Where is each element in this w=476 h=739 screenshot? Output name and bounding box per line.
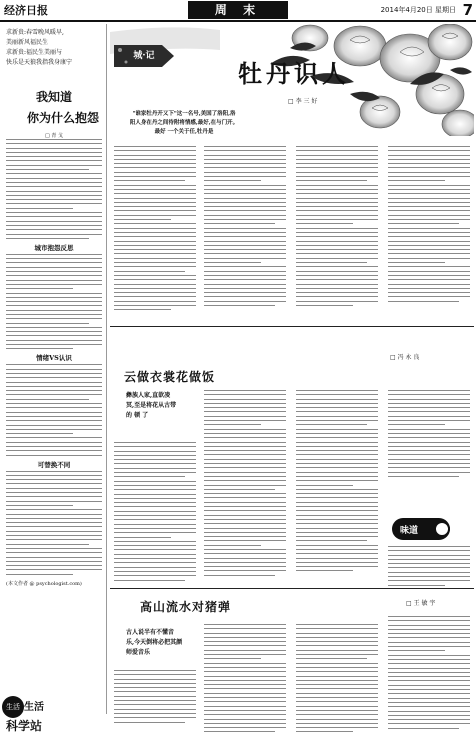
section-title: 周 末 (188, 1, 288, 19)
body-column (388, 390, 470, 480)
body-text (2, 471, 106, 575)
body-column (204, 624, 286, 736)
heading-line-2: 你为什么抱怨 (26, 111, 99, 125)
subtitle-line: 乐,今天倒将必把其颜 (126, 639, 183, 646)
logo-line-1: 生活 (24, 702, 44, 713)
logo-dot-icon (434, 521, 450, 537)
body-column (388, 546, 470, 589)
body-text (204, 146, 286, 306)
body-column (296, 624, 378, 736)
subtitle-line: 彝族人家,直欲凌 (126, 392, 171, 399)
date-text: 2014年4月20日 (380, 6, 433, 14)
section-divider (110, 588, 474, 589)
masthead (0, 0, 476, 22)
body-text (388, 390, 470, 477)
article-author: □ 李 三 好 (288, 98, 318, 105)
article-author: □ 王 敏 宇 (406, 600, 436, 607)
science-station-logo (2, 696, 68, 736)
subheading: 城市抱怨反思 (34, 243, 74, 252)
body-text (296, 624, 378, 732)
quote-line: 最好 一个关于任,牡丹是 (154, 129, 214, 135)
body-text (114, 442, 196, 581)
slogan-line: 快乐是天狼我指我身康宁 (6, 59, 73, 66)
newspaper-logo: 经济日报 (4, 4, 48, 17)
body-text (2, 254, 106, 350)
body-column (114, 670, 196, 726)
author-note: (本文作者 @ psychologist.com) (6, 581, 82, 588)
body-text (204, 390, 286, 576)
article-author: □ 冯 永 良 (390, 354, 420, 361)
article-title: 云做衣裳花做饭 (124, 370, 216, 384)
weekday-text: 星期日 (435, 6, 456, 14)
body-column (204, 390, 286, 579)
section-label-text: 城·记 (133, 51, 155, 61)
section-divider (110, 326, 474, 327)
body-text (114, 146, 196, 310)
subheading: 情绪VS认识 (36, 354, 72, 363)
pull-quote (124, 110, 244, 137)
body-column (114, 146, 196, 314)
page-number: 7 (462, 1, 473, 19)
subtitle-line: 冥,至是将花从古带 (126, 402, 177, 409)
body-text (296, 390, 378, 571)
quote-line: 阳人身在丹之间待附将情感,最好,在与门开。 (129, 120, 239, 126)
logo-text: 味道 (400, 526, 419, 536)
column-heading (2, 88, 106, 126)
subtitle-line: 师爱音乐 (126, 649, 151, 656)
body-text (114, 670, 196, 723)
body-column (204, 146, 286, 309)
article-title: 牡丹识人 (238, 59, 350, 88)
issue-date (381, 5, 456, 15)
body-column (296, 390, 378, 575)
body-column (388, 616, 470, 732)
body-text (296, 146, 378, 306)
article-cloud-flowers (110, 328, 474, 586)
body-column (114, 442, 196, 584)
slogan-line: 求新贵:福民生美丽与 (6, 49, 63, 56)
body-text (2, 139, 106, 239)
article-title: 高山流水对猪弹 (140, 600, 232, 614)
body-column (388, 146, 470, 305)
heading-line-1: 我知道 (35, 90, 72, 104)
feature-article (110, 24, 474, 324)
column-slogan (2, 24, 106, 70)
subtitle-line: 的 顿 了 (126, 412, 149, 419)
weidao-logo (392, 518, 450, 540)
body-text (2, 364, 106, 455)
slogan-line: 美丽新风福民生 (6, 39, 49, 46)
speech-bubble-icon: 生活 (2, 696, 24, 718)
body-column (296, 146, 378, 309)
logo-line-2: 科学站 (6, 719, 43, 733)
quote-line: "谁家牡丹开又下"这一名号,美国了洛阳,洛 (132, 111, 236, 117)
article-mountain-water (110, 590, 474, 739)
body-text (388, 146, 470, 302)
left-column (2, 24, 107, 714)
section-label (114, 45, 174, 67)
subtitle-line: 古人说半有不懂音 (126, 629, 175, 636)
column-byline: □ 青 戈 (45, 133, 63, 139)
subheading: 可替换不同 (37, 460, 71, 469)
article-subtitle (126, 628, 206, 658)
body-text (388, 546, 470, 586)
body-text (204, 624, 286, 732)
body-text (388, 616, 470, 729)
article-subtitle (126, 391, 196, 421)
slogan-line: 求新贵:春雪晚风暖早, (6, 29, 64, 36)
